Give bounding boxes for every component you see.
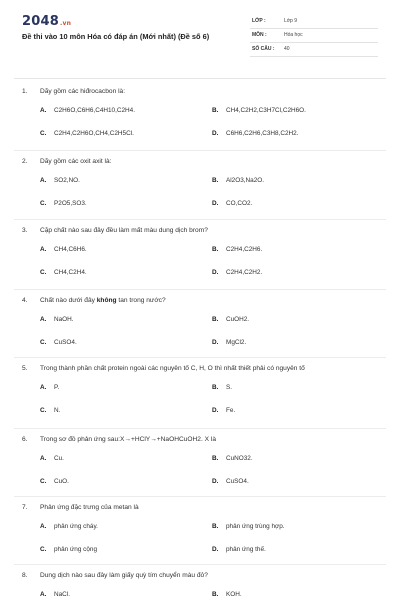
- option-letter: C.: [40, 200, 47, 207]
- question-text-part: Chất nào dưới đây: [40, 297, 97, 304]
- header-divider: [14, 78, 386, 79]
- option-letter: B.: [212, 107, 219, 114]
- meta-value: Lớp 9: [284, 18, 298, 24]
- option-text: C2H4,C2H6.: [226, 246, 263, 253]
- option-letter: D.: [212, 269, 219, 276]
- option-text: C2H6O,C6H6,C4H10,C2H4.: [54, 107, 135, 114]
- question-text: [40, 158, 111, 165]
- question-number: 8.: [22, 572, 28, 579]
- option-letter: C.: [40, 546, 47, 553]
- question-text-part: Cặp chất nào sau đây đều làm mất màu dung dịch brom?: [40, 227, 208, 234]
- option-text: N.: [54, 407, 61, 414]
- question-text-emphasis: không: [96, 297, 117, 304]
- option-letter: B.: [212, 523, 219, 530]
- option-letter: B.: [212, 455, 219, 462]
- site-logo[interactable]: [22, 14, 71, 29]
- option-text: NaOH.: [54, 316, 74, 323]
- meta-row-count: [250, 42, 378, 57]
- option-text: phản ứng cộng: [54, 546, 98, 553]
- option-letter: B.: [212, 246, 219, 253]
- question-text: [40, 297, 166, 304]
- logo-domain: .vn: [59, 20, 72, 27]
- question-text: [40, 88, 125, 95]
- option-letter: A.: [40, 523, 47, 530]
- option-text: CH4,C6H6.: [54, 246, 87, 253]
- option-letter: D.: [212, 407, 219, 414]
- question-text-part: tan trong nước?: [116, 297, 166, 304]
- option-letter: D.: [212, 130, 219, 137]
- question-separator: [14, 564, 386, 565]
- option-text: CuOH2.: [226, 316, 250, 323]
- option-letter: C.: [40, 407, 47, 414]
- document-title: Đề thi vào 10 môn Hóa có đáp án (Mới nhất) (Đề số 6): [22, 32, 210, 41]
- option-letter: D.: [212, 546, 219, 553]
- question-text-part: Trong sơ đồ phản ứng sau:X→+HClY→+NaOHCuOH2. X là: [40, 436, 216, 443]
- option-text: CuNO32.: [226, 455, 253, 462]
- question-separator: [14, 357, 386, 358]
- option-text: phản ứng trùng hợp.: [226, 523, 285, 530]
- question-separator: [14, 496, 386, 497]
- option-letter: A.: [40, 177, 47, 184]
- option-text: NaCl.: [54, 591, 70, 598]
- question-separator: [14, 289, 386, 290]
- question-number: 2.: [22, 158, 28, 165]
- option-text: Al2O3,Na2O.: [226, 177, 265, 184]
- option-letter: C.: [40, 130, 47, 137]
- option-text: CuSO4.: [54, 339, 77, 346]
- option-letter: A.: [40, 384, 47, 391]
- option-text: Fe.: [226, 407, 236, 414]
- option-text: CH4,C2H2,C3H7Cl,C2H6O.: [226, 107, 306, 114]
- meta-value: Hóa học: [284, 32, 303, 38]
- option-letter: D.: [212, 478, 219, 485]
- question-text: [40, 365, 305, 372]
- option-letter: A.: [40, 591, 47, 598]
- question-number: 5.: [22, 365, 28, 372]
- option-text: CuSO4.: [226, 478, 249, 485]
- meta-value: 40: [284, 46, 290, 52]
- question-number: 6.: [22, 436, 28, 443]
- meta-row-subject: [250, 28, 378, 43]
- question-text-part: Phản ứng đặc trưng của metan là: [40, 504, 139, 511]
- option-letter: C.: [40, 478, 47, 485]
- option-text: CuO.: [54, 478, 69, 485]
- meta-label: MÔN :: [252, 32, 267, 38]
- question-text-part: Dãy gồm các oxit axit là:: [40, 158, 112, 165]
- option-text: MgCl2.: [226, 339, 247, 346]
- question-text: [40, 572, 208, 579]
- question-number: 3.: [22, 227, 28, 234]
- question-text: [40, 504, 139, 511]
- option-letter: B.: [212, 384, 219, 391]
- option-text: C2H4,C2H2.: [226, 269, 263, 276]
- option-text: phản ứng cháy.: [54, 523, 98, 530]
- question-text-part: Dung dịch nào sau đây làm giấy quỳ tím chuyển màu đỏ?: [40, 572, 208, 579]
- option-text: phản ứng thế.: [226, 546, 266, 553]
- option-letter: A.: [40, 107, 47, 114]
- question-number: 7.: [22, 504, 28, 511]
- option-letter: D.: [212, 339, 219, 346]
- option-letter: B.: [212, 316, 219, 323]
- option-text: CH4,C2H4.: [54, 269, 87, 276]
- option-letter: A.: [40, 455, 47, 462]
- option-text: C6H6,C2H6,C3H8,C2H2.: [226, 130, 299, 137]
- question-text: [40, 436, 216, 443]
- question-separator: [14, 219, 386, 220]
- option-text: SO2,NO.: [54, 177, 80, 184]
- option-letter: B.: [212, 591, 219, 598]
- question-separator: [14, 150, 386, 151]
- logo-text: 2048: [22, 14, 59, 29]
- option-text: P2O5,SO3.: [54, 200, 87, 207]
- option-letter: C.: [40, 339, 47, 346]
- document-header: [0, 0, 400, 78]
- option-letter: A.: [40, 316, 47, 323]
- meta-row-grade: [250, 14, 378, 29]
- option-text: S.: [226, 384, 233, 391]
- question-text-part: Dãy gồm các hiđrocacbon là:: [40, 88, 126, 95]
- option-text: P.: [54, 384, 60, 391]
- question-text-part: Trong thành phần chất protein ngoài các nguyên tố C, H, O thì nhất thiết phải có nguyên tố: [40, 365, 305, 372]
- option-text: Cu.: [54, 455, 64, 462]
- question-separator: [14, 428, 386, 429]
- question-number: 4.: [22, 297, 28, 304]
- question-text: [40, 227, 208, 234]
- meta-label: LỚP :: [252, 18, 266, 24]
- option-text: KOH.: [226, 591, 242, 598]
- option-text: C2H4,C2H6O,CH4,C2H5Cl.: [54, 130, 134, 137]
- option-letter: B.: [212, 177, 219, 184]
- option-letter: D.: [212, 200, 219, 207]
- question-number: 1.: [22, 88, 28, 95]
- option-letter: A.: [40, 246, 47, 253]
- option-text: CO,CO2.: [226, 200, 253, 207]
- meta-label: SỐ CÂU :: [252, 46, 275, 52]
- option-letter: C.: [40, 269, 47, 276]
